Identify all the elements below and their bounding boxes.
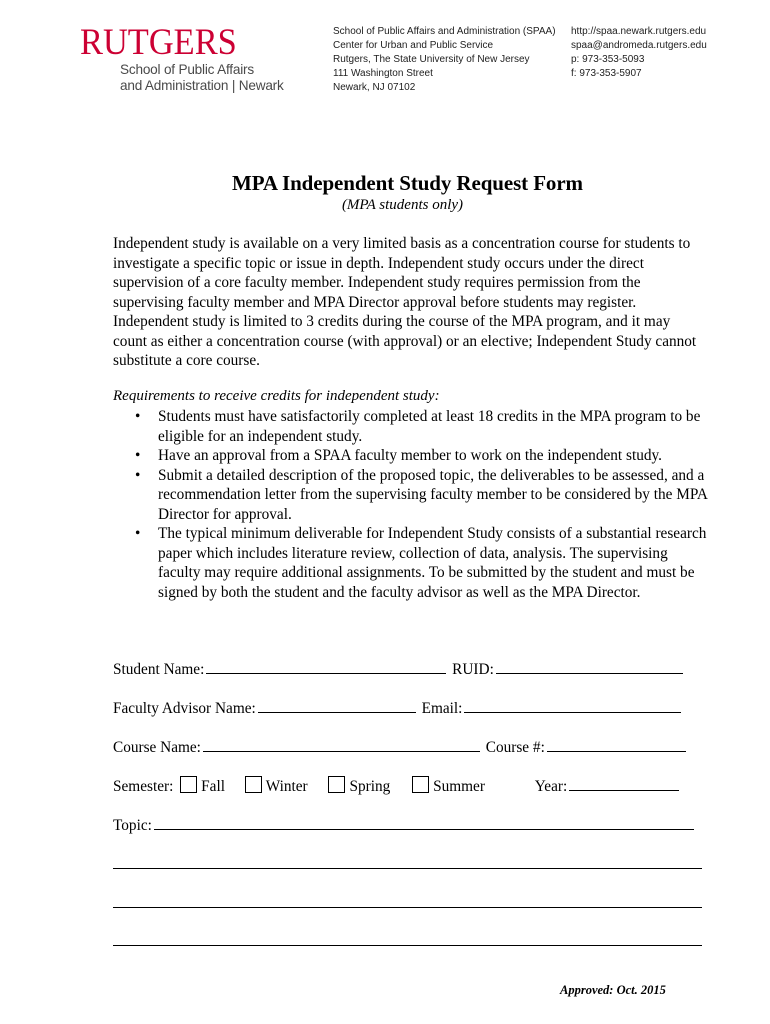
logo-line-2: and Administration | Newark bbox=[120, 77, 284, 93]
spring-label: Spring bbox=[349, 778, 391, 795]
requirement-text: Have an approval from a SPAA faculty member to work on the independent study. bbox=[158, 447, 662, 464]
summer-checkbox[interactable] bbox=[412, 776, 429, 793]
semester-option-summer[interactable] bbox=[412, 778, 485, 795]
topic-continuation-line[interactable] bbox=[113, 868, 702, 869]
address-line: 111 Washington Street bbox=[333, 68, 433, 79]
course-row bbox=[113, 737, 688, 758]
student-name-label: Student Name: bbox=[113, 661, 205, 678]
list-item bbox=[113, 407, 713, 446]
contact-block bbox=[571, 25, 707, 81]
bullet-icon: • bbox=[135, 466, 141, 484]
website-link[interactable]: http://spaa.newark.rutgers.edu bbox=[571, 26, 707, 37]
course-name-label: Course Name: bbox=[113, 739, 201, 756]
form-subtitle: (MPA students only) bbox=[341, 197, 464, 213]
requirement-text: Students must have satisfactorily completed at least 18 credits in the MPA program to be eligible for an independent study. bbox=[158, 408, 701, 445]
email-label: Email: bbox=[421, 700, 463, 717]
email-field[interactable] bbox=[464, 698, 681, 713]
requirements-list bbox=[113, 407, 713, 602]
list-item bbox=[113, 466, 713, 525]
topic-field[interactable] bbox=[154, 815, 694, 830]
year-field[interactable] bbox=[569, 776, 679, 791]
topic-row bbox=[113, 815, 696, 836]
address-line: Center for Urban and Public Service bbox=[333, 40, 494, 51]
logo-line-1: School of Public Affairs bbox=[120, 62, 254, 77]
semester-row bbox=[113, 776, 681, 797]
phone-number: p: 973-353-5093 bbox=[571, 54, 645, 65]
faculty-advisor-label: Faculty Advisor Name: bbox=[113, 700, 256, 717]
bullet-icon: • bbox=[135, 525, 141, 542]
ruid-label: RUID: bbox=[452, 661, 494, 678]
advisor-row bbox=[113, 698, 683, 719]
semester-option-fall[interactable] bbox=[180, 778, 225, 795]
rutgers-logo bbox=[80, 22, 284, 93]
year-label: Year: bbox=[534, 778, 568, 795]
topic-continuation-line[interactable] bbox=[113, 907, 702, 908]
approval-date: Approved: Oct. 2015 bbox=[560, 983, 666, 997]
semester-option-winter[interactable] bbox=[245, 778, 308, 795]
requirement-text: Submit a detailed description of the proposed topic, the deliverables to be assessed, and a recommendation letter from the supervising faculty member to be considered by the MPA Director for approval. bbox=[158, 466, 708, 523]
faculty-advisor-field[interactable] bbox=[258, 698, 416, 713]
bullet-icon: • bbox=[135, 447, 141, 464]
semester-option-spring[interactable] bbox=[328, 778, 390, 795]
logo-subtitle bbox=[120, 62, 310, 93]
requirement-text: The typical minimum deliverable for Independent Study consists of a substantial research paper which includes literature review, collection of data, analysis. The supervising faculty may require additional assignments. To be submitted by the student and must be signed by both the student and the faculty advisor as well as the MPA Director. bbox=[158, 525, 707, 601]
topic-label: Topic: bbox=[113, 817, 152, 834]
fall-label: Fall bbox=[201, 778, 225, 795]
email-link[interactable]: spaa@andromeda.rutgers.edu bbox=[571, 40, 707, 51]
fall-checkbox[interactable] bbox=[180, 776, 197, 793]
logo-wordmark: RUTGERS bbox=[80, 22, 237, 63]
spring-checkbox[interactable] bbox=[328, 776, 345, 793]
summer-label: Summer bbox=[433, 778, 485, 795]
fax-number: f: 973-353-5907 bbox=[571, 68, 642, 79]
topic-continuation-line[interactable] bbox=[113, 945, 702, 946]
requirements-heading: Requirements to receive credits for independent study: bbox=[113, 388, 440, 404]
student-row bbox=[113, 659, 685, 680]
student-name-field[interactable] bbox=[206, 659, 446, 674]
address-block bbox=[333, 25, 556, 95]
list-item bbox=[113, 524, 713, 602]
ruid-field[interactable] bbox=[496, 659, 683, 674]
list-item bbox=[113, 446, 713, 466]
address-line: Newark, NJ 07102 bbox=[333, 82, 416, 93]
course-number-field[interactable] bbox=[547, 737, 686, 752]
course-number-label: Course #: bbox=[485, 739, 545, 756]
semester-label: Semester: bbox=[113, 778, 174, 795]
intro-paragraph: Independent study is available on a very limited basis as a concentration course for students to investigate a specific topic or issue in depth. Independent study occurs under the direct supervision of a core faculty member. Independent study requires permission from the supervising faculty member and MPA Director approval before students may register. Independent study is limited to 3 credits during the course of the MPA program, and it may count as either a concentration course (with approval) or an elective; Independent Study cannot substitute a core course. bbox=[113, 235, 697, 369]
bullet-icon: • bbox=[135, 408, 141, 425]
form-title: MPA Independent Study Request Form bbox=[232, 171, 583, 195]
winter-label: Winter bbox=[265, 778, 308, 795]
address-line: School of Public Affairs and Administration (SPAA) bbox=[333, 26, 556, 37]
address-line: Rutgers, The State University of New Jersey bbox=[333, 54, 530, 65]
winter-checkbox[interactable] bbox=[245, 776, 262, 793]
course-name-field[interactable] bbox=[203, 737, 480, 752]
